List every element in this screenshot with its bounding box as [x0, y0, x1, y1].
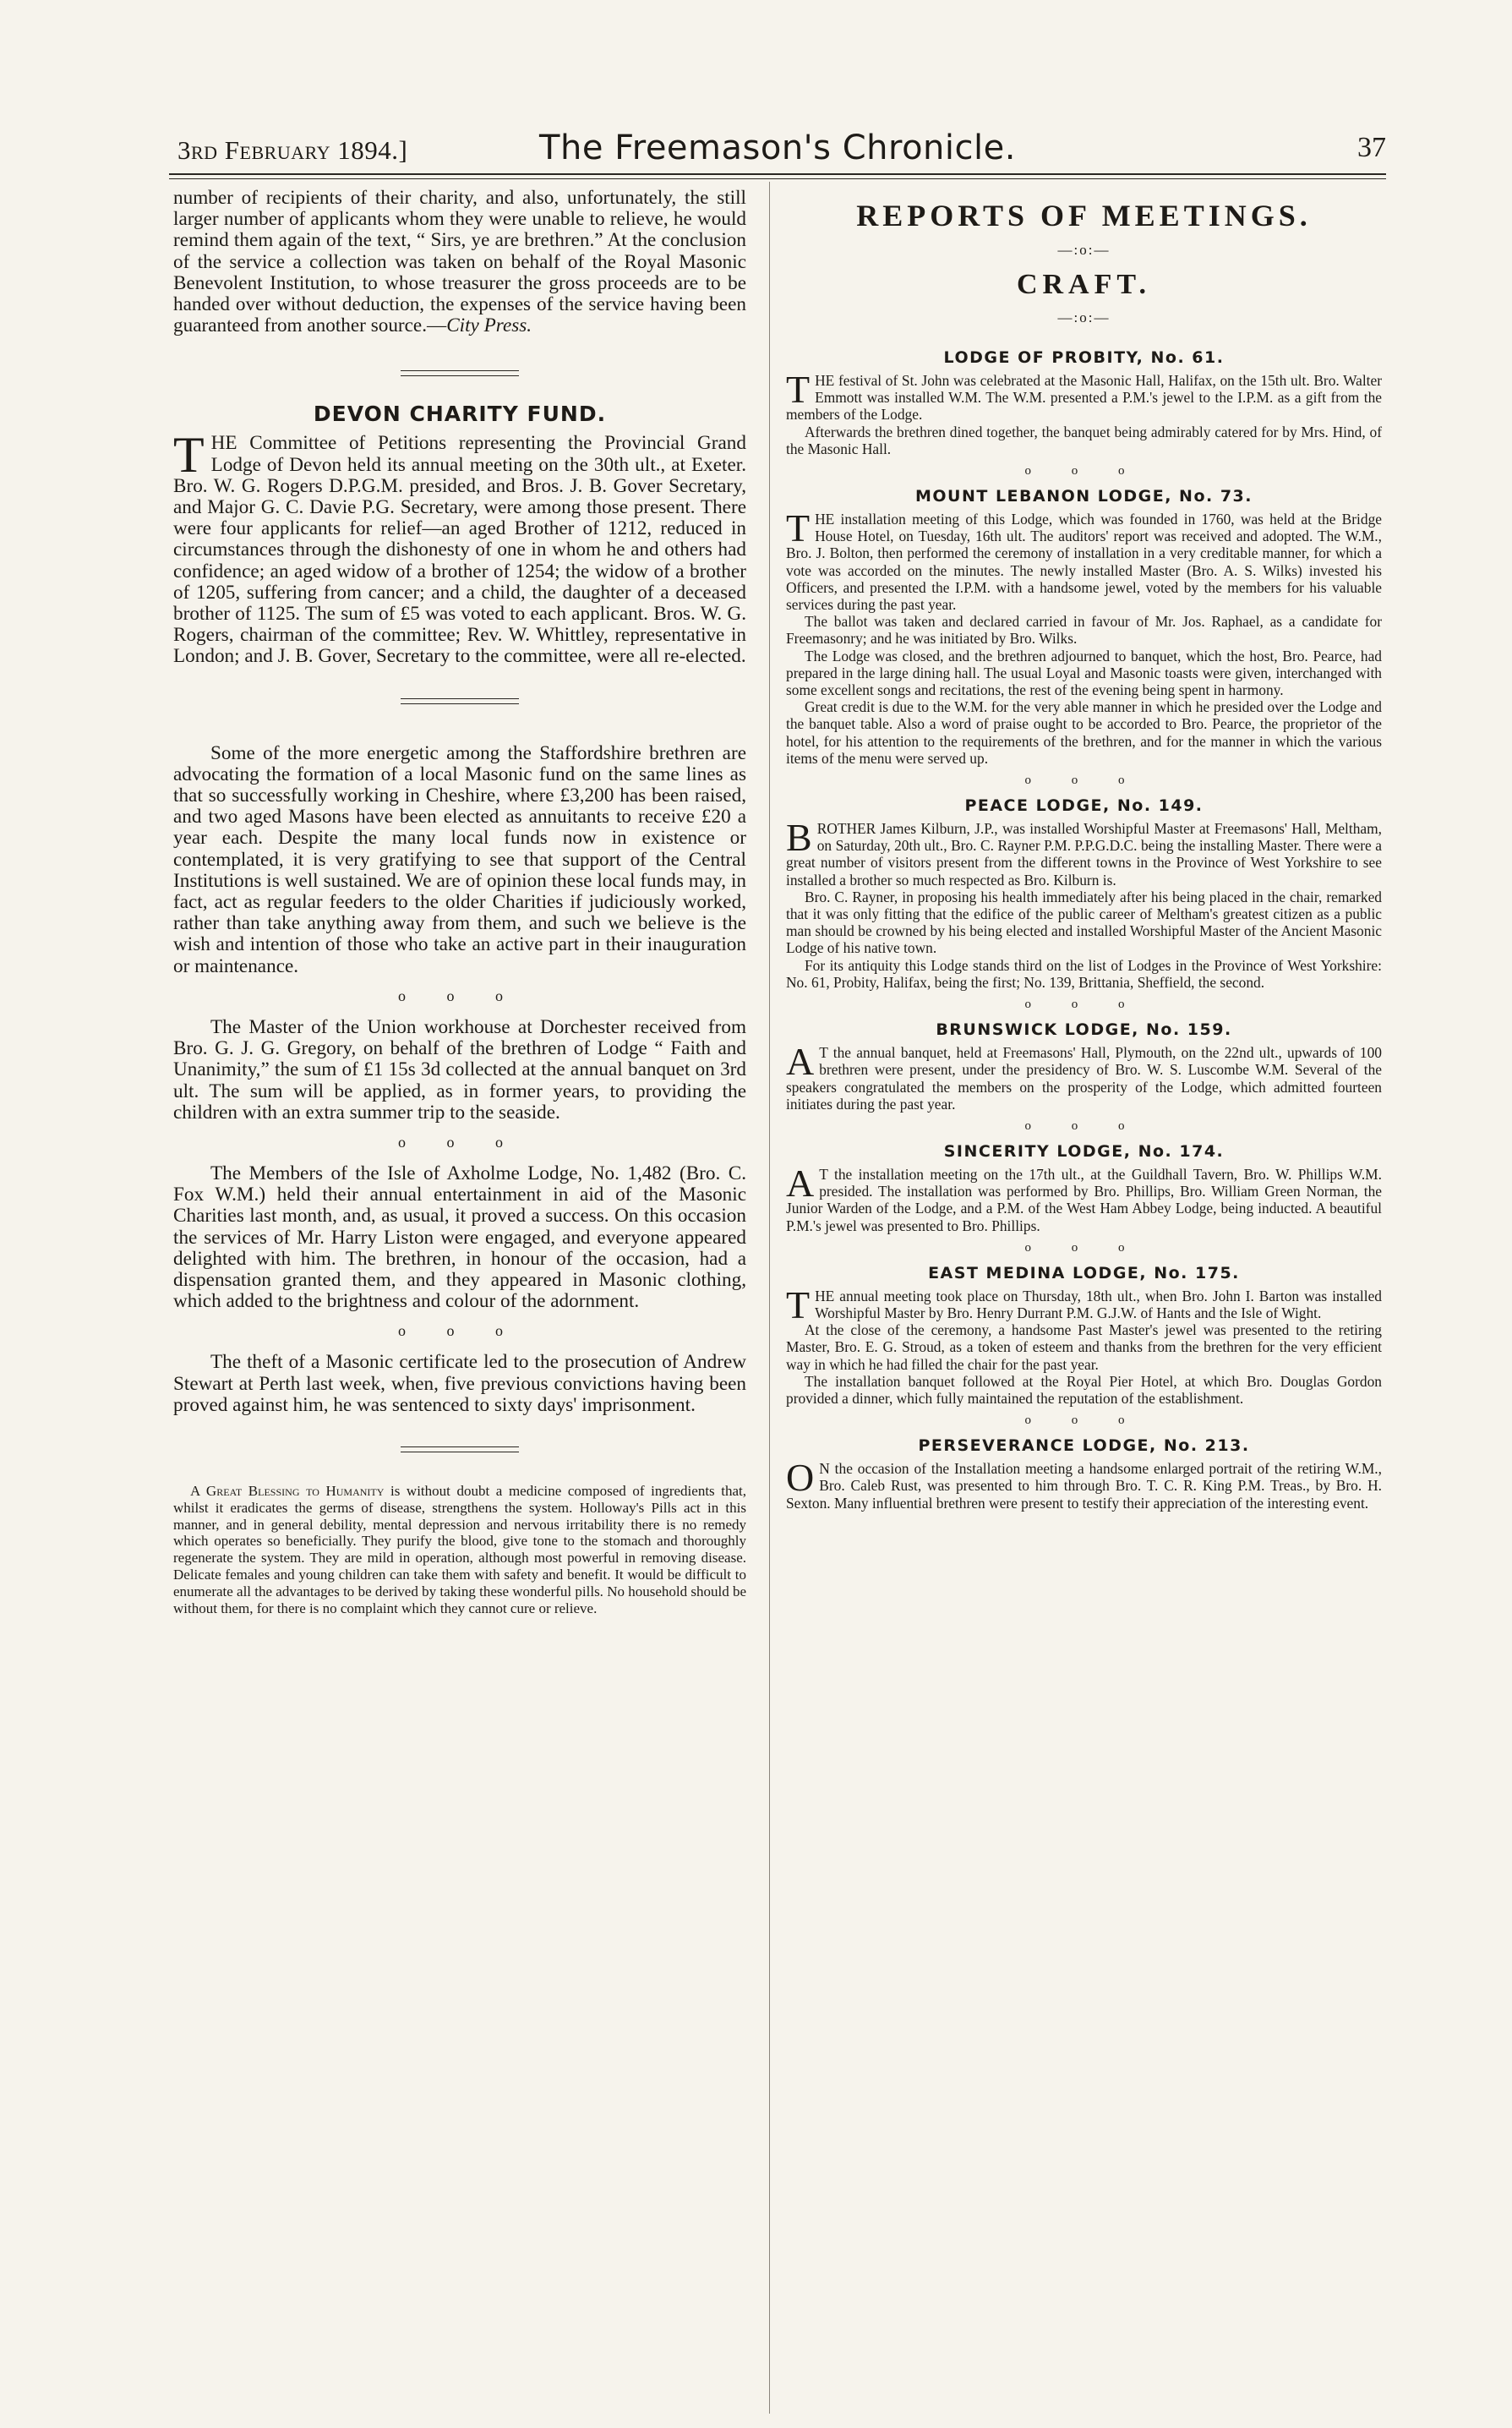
masthead	[169, 129, 1386, 171]
brunswick-text: T the annual banquet, held at Freemasons' Hall, Plymouth, on the 22nd ult., upwards of 100 brethren were present, under the presidency of Bro. W. S. Luscombe W.M. Several of the speakers congratulated the members on the prosperity of the Lodge, which admitted fourteen initiates during the past year.	[786, 1044, 1382, 1113]
lebanon-report-4: Great credit is due to the W.M. for the very able manner in which he presided over the Lodge and the banquet table. Also a word of praise ought to be accorded to Bro. Pearce, the proprietor of the hotel, for his attention to the requirements of the brethren, and for the manner in which the various items of the menu were served up.	[786, 698, 1382, 767]
peace-report-3: For its antiquity this Lodge stands third on the list of Lodges in the Province of West Yorkshire: No. 61, Probity, Halifax, being the first; No. 139, Brittania, Sheffield, the second.	[786, 956, 1382, 991]
perseverance-text: N the occasion of the Installation meeting a handsome enlarged portrait of the retiring W.M., Bro. Caleb Rust, was presented to him through Bro. T. C. R. King P.M. Treas., by Bro. H. Sexton. Many influential brethren were present to testify their appreciation of the interesting event.	[786, 1460, 1382, 1512]
perseverance-heading: PERSEVERANCE LODGE, No. 213.	[918, 1436, 1250, 1456]
lebanon-heading: MOUNT LEBANON LODGE, No. 73.	[914, 487, 1253, 506]
drop-cap: B	[786, 816, 812, 860]
sincerity-report	[786, 1161, 1382, 1234]
lebanon-report-3: The Lodge was closed, and the brethren adjourned to banquet, which the host, Bro. Pearce, had prepared in the large dining hall. The usual Loyal and Masonic toasts were given, interchanged with some excellent songs and recitations, the rest of the evening being spent in harmony.	[786, 647, 1382, 699]
brunswick-heading: BRUNSWICK LODGE, No. 159.	[936, 1020, 1232, 1040]
item-separator: o o o	[1024, 1118, 1144, 1133]
staffordshire-article: Some of the more energetic among the Staffordshire brethren are advocating the formation of a local Masonic fund on the same lines as that so successfully working in Cheshire, where £3,200 has been raised, and two aged Masons have been elected as annuitants to receive £20 a year each. Despite the many local funds now in existence or contemplated, it is very gratifying to see that support of the Central Institutions is well sustained. We are of opinion these local funds may, in fact, act as regular feeders to the older Charities if judiciously worked, rather than take anything away from them, and such we believe is the wish and intention of those who take an active part in their inauguration or maintenance.	[173, 741, 746, 977]
item-separator: o o o	[1024, 1240, 1144, 1255]
issue-date: 3rd February 1894.]	[177, 135, 408, 165]
ad-text: is without doubt a medicine composed of ingredients that, whilst it eradicates the germs of disease, strengthens the system. Holloway's Pills act in this manner, and in general debility, mental depression and nervous irritability there is no remedy which operates so beneficially. They purify the blood, give tone to the stomach and thoroughly regenerate the system. They are mild in operation, although most powerful in removing disease. Delicate females and young children can take them with safety and benefit. It would be difficult to enumerate all the advantages to be derived by taking these wonderful pills. No household should be without them, for there is no complaint which they cannot cure or relieve.	[173, 1482, 747, 1616]
ad-lead: A Great Blessing to Humanity	[190, 1482, 385, 1499]
item-separator: o o o	[398, 1133, 521, 1151]
item-separator: o o o	[398, 1322, 521, 1340]
drop-cap: T	[786, 506, 811, 550]
lebanon-text: HE installation meeting of this Lodge, which was founded in 1760, was held at the Bridge House Hotel, on Tuesday, 16th ult. The auditors' report was received and adopted. The W.M., Bro. J. Bolton, then performed the ceremony of installation in a very creditable manner, for which a vote was accorded on the minutes. The newly installed Master (Bro. A. S. Wilks) invested his Officers, and presented the I.P.M. with a handsome jewel, voted by the members for his valuable services during the past year.	[786, 511, 1382, 614]
item-separator: o o o	[1024, 464, 1144, 478]
reports-heading: REPORTS OF MEETINGS.	[856, 199, 1312, 232]
axholme-article: The Members of the Isle of Axholme Lodge, No. 1,482 (Bro. C. Fox W.M.) held their annual entertainment in aid of the Masonic Charities last month, and, as usual, it proved a success. On this occasion the services of Mr. Harry Liston were engaged, and everyone appeared delighted with him. The brethren, in honour of the occasion, had a dispensation granted them, and they appeared in Masonic clothing, which added to the brightness and colour of the adornment.	[173, 1162, 746, 1313]
drop-cap: T	[786, 1282, 811, 1326]
drop-cap: T	[173, 427, 205, 484]
lebanon-report	[786, 506, 1382, 614]
advertisement	[173, 1483, 746, 1616]
sincerity-heading: SINCERITY LODGE, No. 174.	[943, 1141, 1225, 1161]
section-divider	[401, 698, 519, 704]
drop-cap: T	[786, 368, 811, 411]
column-divider	[769, 182, 770, 2414]
article-continuation	[173, 188, 746, 336]
page-number: 37	[1357, 132, 1386, 163]
ornament: —:o:—	[1057, 242, 1111, 258]
newspaper-title: The Freemason's Chronicle.	[539, 129, 1016, 167]
brunswick-report	[786, 1040, 1382, 1113]
peace-report-2: Bro. C. Rayner, in proposing his health immediately after his being placed in the chair, remarked that it was only fitting that the edifice of the public career of Meltham's greatest citizen as a public man should be crowned by his being elected and installed Worshipful Master of the Ancient Masonic Lodge of his native town.	[786, 888, 1382, 957]
east-medina-text: HE annual meeting took place on Thursday, 18th ult., when Bro. John I. Barton was installed Worshipful Master by Bro. Henry Durrant P.M. G.J.W. of Hants and the Isle of Wight.	[815, 1287, 1382, 1321]
peace-text: ROTHER James Kilburn, J.P., was installed Worshipful Master at Freemasons' Hall, Meltham, on Saturday, 20th ult., Bro. C. Rayner P.M. P.P.G.D.C. being the installing Master. There were a great number of visitors present from the different towns in the Province of West Yorkshire to see installed a brother so much respected as Bro. Kilburn is.	[786, 820, 1382, 889]
masthead-rule	[169, 173, 1386, 175]
probity-text: HE festival of St. John was celebrated at the Masonic Hall, Halifax, on the 15th ult. Bro. Walter Emmott was installed W.M. The W.M. presented a P.M.'s jewel to the I.P.M. as a gift from the members of the Lodge.	[786, 372, 1382, 424]
devon-text: HE Committee of Petitions representing the Provincial Grand Lodge of Devon held its annual meeting on the 30th ult., at Exeter. Bro. W. G. Rogers D.P.G.M. presided, and Bros. J. B. Gover Secretary, and Major G. C. Davie P.G. Secretary, were among those present. There were four applicants for relief—an aged Brother of 1212, reduced in circumstances through the dishonesty of one in whom he and others had confidence; an aged widow of a brother of 1254; the widow of a brother of 1205, suffering from cancer; and a child, the daughter of a deceased brother of 1125. The sum of £5 was voted to each applicant. Bros. W. G. Rogers, chairman of the committee; Rev. W. Whittley, representative in London; and J. B. Gover, Secretary to the committee, were all re-elected.	[173, 432, 746, 668]
east-medina-report-3: The installation banquet followed at the Royal Pier Hotel, at which Bro. Douglas Gordon provided a dinner, which fully maintained the reputation of the establishment.	[786, 1372, 1382, 1407]
perseverance-report	[786, 1456, 1382, 1512]
drop-cap: A	[786, 1161, 815, 1205]
continuation-text: number of recipients of their charity, and also, unfortunately, the still larger number of applicants whom they were unable to relieve, he would remind them again of the text, “ Sirs, ye are brethren.” At the conclusion of the service a collection was taken on behalf of the Royal Masonic Benevolent Institution, to whose treasurer the gross proceeds are to be handed over without deduction, the expenses of the service having been guaranteed from another source.—	[173, 187, 746, 337]
item-separator: o o o	[1024, 774, 1144, 788]
item-separator: o o o	[1024, 998, 1144, 1012]
dorchester-article: The Master of the Union workhouse at Dorchester received from Bro. G. J. G. Gregory, on behalf of the brethren of Lodge “ Faith and Unanimity,” the sum of £1 15s 3d collected at the annual banquet on 3rd ult. The sum will be applied, as in former years, to providing the children with an extra summer trip to the seaside.	[173, 1015, 746, 1124]
lebanon-report-2: The ballot was taken and declared carried in favour of Mr. Jos. Raphael, as a candidate for Freemasonry; and he was initiated by Bro. Wilks.	[786, 613, 1382, 648]
probity-report	[786, 368, 1382, 424]
drop-cap: A	[786, 1040, 815, 1084]
probity-report-2: Afterwards the brethren dined together, the banquet being admirably catered for by Mrs. Hind, of the Masonic Hall.	[786, 423, 1382, 457]
masthead-rule-thin	[169, 178, 1386, 179]
peace-heading: PEACE LODGE, No. 149.	[964, 796, 1204, 816]
section-divider	[401, 1446, 519, 1452]
theft-article: The theft of a Masonic certificate led to the prosecution of Andrew Stewart at Perth last week, when, five previous convictions having been proved against him, he was sentenced to sixty days' imprisonment.	[173, 1351, 746, 1416]
item-separator: o o o	[1024, 1414, 1144, 1428]
item-separator: o o o	[398, 987, 521, 1004]
right-column	[786, 188, 1382, 1512]
east-medina-heading: EAST MEDINA LODGE, No. 175.	[928, 1263, 1240, 1282]
devon-heading: DEVON CHARITY FUND.	[313, 402, 607, 427]
east-medina-report-2: At the close of the ceremony, a handsome Past Master's jewel was presented to the retiring Master, Bro. E. G. Stroud, as a token of esteem and thanks from the brethren for the very efficient way in which he had filled the chair for the past year.	[786, 1321, 1382, 1373]
devon-article	[173, 427, 746, 668]
source-credit: City Press.	[446, 314, 532, 337]
probity-heading: LODGE OF PROBITY, No. 61.	[943, 348, 1225, 367]
ornament: —:o:—	[1057, 309, 1111, 325]
sincerity-text: T the installation meeting on the 17th ult., at the Guildhall Tavern, Bro. W. Phillips W.M. presided. The installation was performed by Bro. Phillips, Bro. William Green Norman, the Junior Warden of the Lodge, and a P.M. of the West Ham Abbey Lodge, being inducted. A beautiful P.M.'s jewel was presented to Bro. Phillips.	[786, 1165, 1382, 1234]
east-medina-report	[786, 1282, 1382, 1326]
left-column	[173, 188, 746, 1616]
drop-cap: O	[786, 1456, 815, 1500]
peace-report	[786, 816, 1382, 889]
craft-heading: CRAFT.	[1016, 269, 1152, 300]
section-divider	[401, 370, 519, 376]
